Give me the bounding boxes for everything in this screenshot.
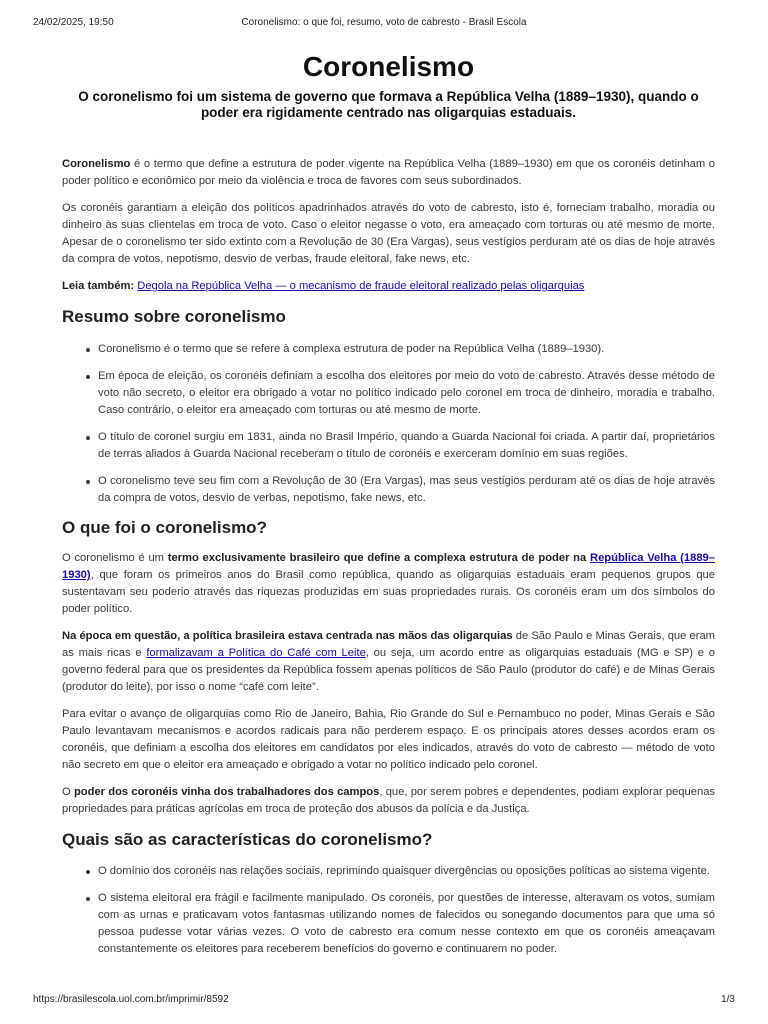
text-run: , que, por serem pobres e dependentes, podiam explorar pequenas propriedades para práticas agrícolas em troca de proteção dos abusos da polícia e da Justiça.	[62, 786, 716, 815]
page-number: 1/3	[721, 994, 735, 1005]
list-item: O título de coronel surgiu em 1831, ainda no Brasil Império, quando a Guarda Nacional foi criada. A partir daí, proprietários de terras aliados à Guarda Nacional receberam o título de coronéis e exerceram domínio em suas regiões.	[62, 429, 715, 463]
read-also-label: Leia também:	[62, 280, 135, 292]
section-heading-resumo: Resumo sobre coronelismo	[62, 307, 286, 326]
print-page-title: Coronelismo: o que foi, resumo, voto de cabresto - Brasil Escola	[241, 17, 527, 28]
section-heading-caracteristicas: Quais são as características do coronelismo?	[62, 830, 433, 849]
text-run: , que foram os primeiros anos do Brasil como república, quando as oligarquias estaduais eram pequenos grupos que sustentavam seu poderio através das riquezas produzidas em suas propriedades rurais. Os coronéis eram um dos símbolos do poder político.	[62, 569, 715, 615]
article	[62, 50, 715, 968]
text-run: de São Paulo e Minas Gerais, que eram as mais ricas e	[62, 630, 716, 659]
section2-paragraph-4	[62, 784, 715, 818]
section2-paragraph-2	[62, 628, 715, 696]
article-subtitle: O coronelismo foi um sistema de governo que formava a República Velha (1889–1930), quando o poder era rigidamente centrado nas oligarquias estaduais.	[78, 89, 699, 120]
republica-velha-link[interactable]: República Velha (1889–1930)	[62, 552, 716, 581]
resumo-list	[62, 341, 715, 507]
intro-text: é o termo que define a estrutura de poder vigente na República Velha (1889–1930) em que os coronéis detinham o poder político e econômico por meio da violência e troca de favores com seus subordinados.	[62, 158, 715, 187]
intro-paragraph-2: Os coronéis garantiam a eleição dos políticos apadrinhados através do voto de cabresto, isto é, forneciam trabalho, moradia ou dinheiro às suas clientelas em troca de voto. Caso o eleitor negasse o voto, era ameaçado com torturas ou até mesmo de morte. Apesar de o coronelismo ter sido extinto com a Revolução de 30 (Era Vargas), seus vestígios perduram até os dias de hoje através da compra de votos, nepotismo, desvio de verbas, fraude eleitoral, fake news, etc.	[62, 202, 715, 265]
bold-run: Na época em questão, a política brasileira estava centrada nas mãos das oligarquias	[62, 630, 513, 642]
list-item: Coronelismo é o termo que se refere à complexa estrutura de poder na República Velha (1889–1930).	[62, 341, 715, 358]
bold-run: termo exclusivamente brasileiro que define a complexa estrutura de poder na	[167, 552, 587, 564]
caracteristicas-list	[62, 863, 715, 958]
list-item: O sistema eleitoral era frágil e facilmente manipulado. Os coronéis, por questões de interesse, alteravam os votos, sumiam com as urnas e praticavam votos fantasmas utilizando nomes de falecidos ou sonegando documentos para que uma só pessoa pudesse votar várias vezes. O voto de cabresto era comum nesse contexto em que os coronéis ameaçavam constantemente os eleitores para receberem benefícios do governo e continuarem no poder.	[62, 890, 715, 958]
list-item: O domínio dos coronéis nas relações sociais, reprimindo quaisquer divergências ou oposições políticas ao sistema vigente.	[62, 863, 715, 880]
print-date: 24/02/2025, 19:50	[33, 17, 114, 28]
bold-run: poder dos coronéis vinha dos trabalhadores dos campos	[73, 786, 380, 798]
intro-term: Coronelismo	[62, 158, 131, 170]
cafe-com-leite-link[interactable]: formalizavam a Política do Café com Leite	[146, 647, 366, 659]
read-also	[62, 278, 715, 295]
print-header	[33, 17, 735, 31]
print-footer	[33, 994, 735, 1008]
intro-paragraph-1	[62, 156, 715, 190]
article-title: Coronelismo	[302, 51, 475, 82]
text-run: O	[62, 786, 74, 798]
text-run: O coronelismo é um	[62, 552, 168, 564]
text-run: , ou seja, um acordo entre as oligarquias estaduais (MG e SP) e o governo federal para que os presidentes da República fossem apenas políticos de São Paulo (produtor do café) e de Minas Gerais (produtor do leite), por isso o nome “café com leite”.	[62, 647, 715, 693]
list-item: Em época de eleição, os coronéis definiam a escolha dos eleitores por meio do voto de cabresto. Através desse método de voto não secreto, o eleitor era obrigado a votar no político indicado pelo coronel em troca de dinheiro, moradia e trabalho. Caso contrário, o eleitor era ameaçado com torturas ou até mesmo de morte.	[62, 368, 715, 419]
section-heading-o-que-foi: O que foi o coronelismo?	[62, 518, 267, 537]
section2-paragraph-1	[62, 550, 715, 618]
list-item: O coronelismo teve seu fim com a Revolução de 30 (Era Vargas), mas seus vestígios perduram até os dias de hoje através da compra de votos, desvio de verbas, nepotismo, fake news, etc.	[62, 473, 715, 507]
print-url: https://brasilescola.uol.com.br/imprimir/8592	[33, 994, 229, 1005]
section2-paragraph-3: Para evitar o avanço de oligarquias como Rio de Janeiro, Bahia, Rio Grande do Sul e Pernambuco no poder, Minas Gerais e São Paulo levantavam mecanismos e acordos radicais para não perderem espaço. E os principais atores desses acordos eram os coronéis, que definiam a escolha dos eleitores em candidatos por eles indicados, através do voto de cabresto — método de voto não secreto em que o eleitor era ameaçado e obrigado a votar no político indicado pelo coronel.	[62, 708, 715, 771]
read-also-link[interactable]: Degola na República Velha — o mecanismo de fraude eleitoral realizado pelas oligarquias	[137, 280, 585, 292]
